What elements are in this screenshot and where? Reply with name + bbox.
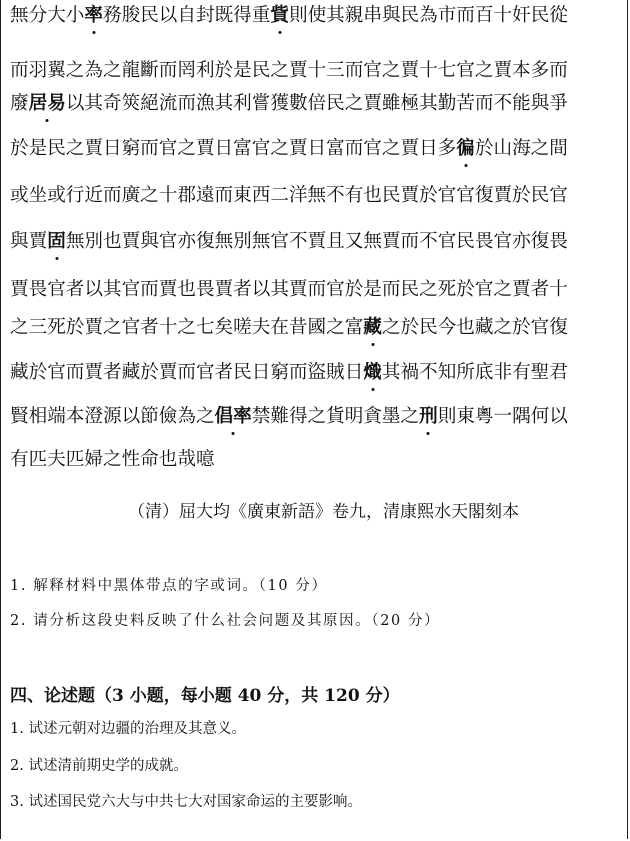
passage-line xyxy=(10,448,215,472)
section-heading: 四、论述题（3 小题，每小题 40 分，共 120 分） xyxy=(10,686,400,706)
passage-text: 或坐或行近而廣之十郡遠而東西二洋無不有也民賈於官官復賈於民官 xyxy=(10,185,568,206)
passage-text: 則使其親串與民為市而百十奸民從 xyxy=(288,5,568,26)
passage-line xyxy=(10,4,568,28)
passage-line xyxy=(10,316,568,340)
passage-text: 無分大小 xyxy=(10,5,85,26)
passage-text: 則東粵一隅何以 xyxy=(437,406,568,427)
emphasized-term: 倡率 xyxy=(214,406,252,427)
emphasized-term: 貲 xyxy=(270,5,289,26)
emphasized-term: 居易 xyxy=(28,93,66,114)
question-1: 1. 解释材料中黑体带点的字或词。（10 分） xyxy=(10,578,328,594)
passage-text: 與賈 xyxy=(10,231,48,252)
emphasized-term: 率 xyxy=(84,5,103,26)
essay-question-2: 2. 试述清前期史学的成就。 xyxy=(10,758,188,774)
passage-text: 於是民之賈日窮而官之賈日富官之賈日富而官之賈日多 xyxy=(10,138,457,159)
essay-question-1: 1. 试述元朝对边疆的治理及其意义。 xyxy=(10,721,246,737)
passage-line xyxy=(10,59,568,83)
passage-text: 賢相端本澄源以節儉為之 xyxy=(10,406,215,427)
passage-line xyxy=(10,230,568,254)
emphasized-term: 藏 xyxy=(363,317,382,338)
passage-line xyxy=(10,278,568,302)
passage-text: 以其奇筴絕流而漁其利嘗獲數倍民之賈雖極其勤苦而不能與爭 xyxy=(65,93,568,114)
emphasized-term: 徧 xyxy=(456,138,475,159)
passage-line xyxy=(10,184,568,208)
essay-question-3: 3. 试述国民党六大与中共七大对国家命运的主要影响。 xyxy=(10,794,362,810)
passage-text: 於山海之間 xyxy=(474,138,568,159)
emphasized-term: 刑 xyxy=(419,406,438,427)
passage-line xyxy=(10,137,568,161)
passage-text: 之於民今也藏之於官復 xyxy=(381,317,568,338)
passage-text: 務朘民以自封既得重 xyxy=(103,5,271,26)
passage-line xyxy=(10,405,568,429)
emphasized-term: 熾 xyxy=(363,362,382,383)
passage-line xyxy=(10,361,568,385)
passage-line xyxy=(10,92,568,116)
emphasized-term: 固 xyxy=(47,231,66,252)
passage-text: 而羽翼之為之龍斷而罔利於是民之賈十三而官之賈十七官之賈本多而 xyxy=(10,60,568,81)
passage-text: 其禍不知所底非有聖君 xyxy=(381,362,568,383)
passage-text: 禁難得之貨明貪墨之 xyxy=(251,406,420,427)
question-2: 2. 请分析这段史料反映了什么社会问题及其原因。（20 分） xyxy=(10,613,441,629)
passage-text: 藏於官而賈者藏於賈而官者民日窮而盜賊日 xyxy=(10,362,364,383)
passage-text: 之三死於賈之官者十之七矣嗟夫在昔國之富 xyxy=(10,317,364,338)
passage-text: 廢 xyxy=(10,93,29,114)
passage-text: 無別也賈與官亦復無別無官不賈且又無賈而不官民畏官亦復畏 xyxy=(65,231,568,252)
passage-text: 賈畏官者以其官而賈也畏賈者以其賈而官於是而民之死於官之賈者十 xyxy=(10,279,568,300)
passage-text: 有匹夫匹婦之性命也哉噫 xyxy=(10,449,215,470)
source-citation: （清）屈大均《廣東新語》卷九，清康熙水天閣刻本 xyxy=(128,502,519,522)
